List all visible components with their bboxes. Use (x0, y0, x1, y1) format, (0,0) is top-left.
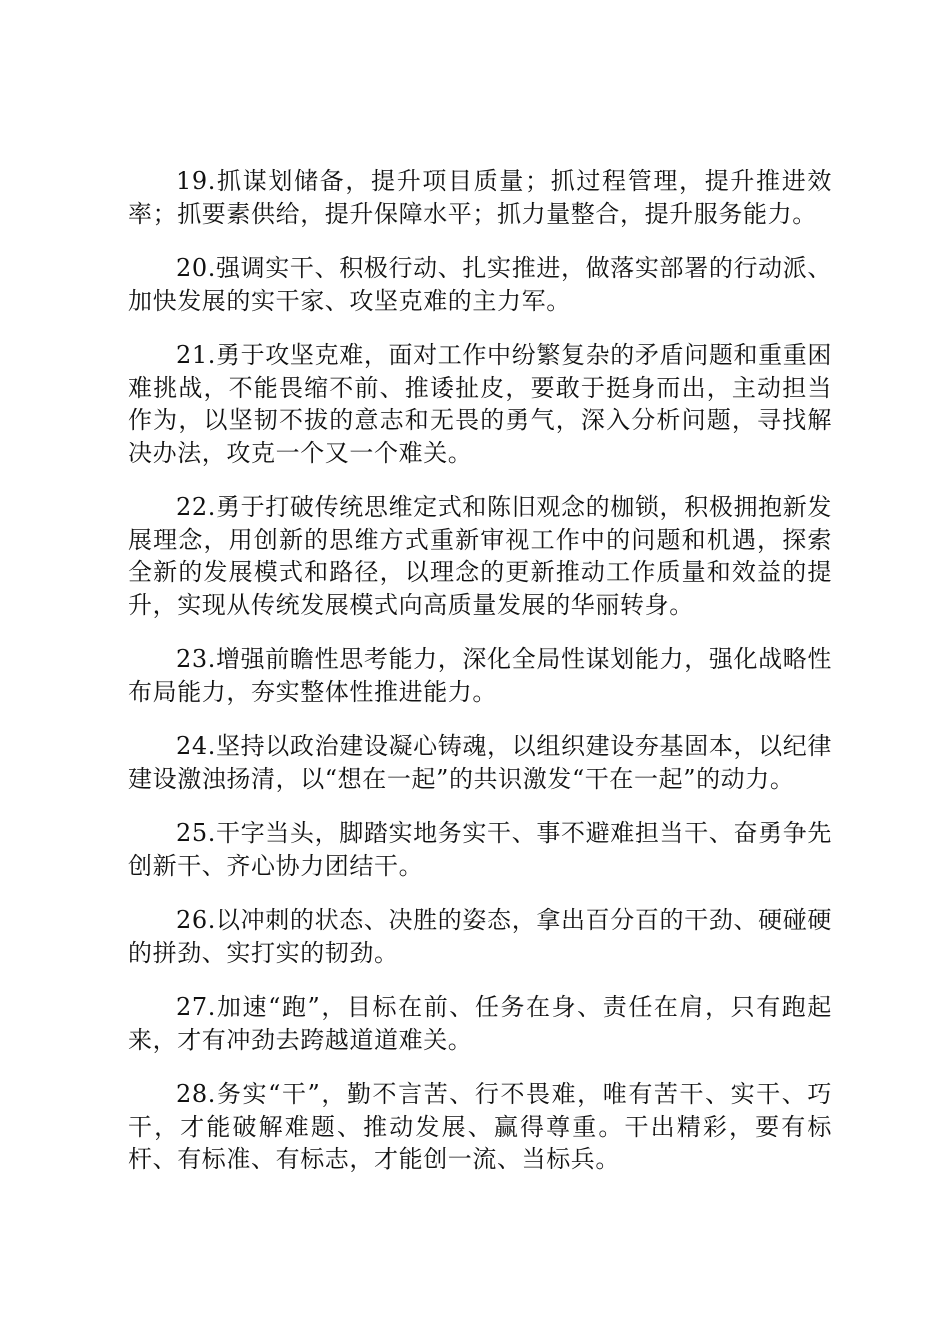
paragraph-26: 26.以冲刺的状态、决胜的姿态，拿出百分百的干劲、硬碰硬的拼劲、实打实的韧劲。 (128, 906, 832, 967)
paragraph-24: 24.坚持以政治建设凝心铸魂，以组织建设夯基固本，以纪律建设激浊扬清，以“想在一起”的共识激发“干在一起”的动力。 (128, 732, 832, 793)
paragraph-25: 25.干字当头，脚踏实地务实干、事不避难担当干、奋勇争先创新干、齐心协力团结干。 (128, 819, 832, 880)
paragraph-21: 21.勇于攻坚克难，面对工作中纷繁复杂的矛盾问题和重重困难挑战，不能畏缩不前、推诿扯皮，要敢于挺身而出，主动担当作为，以坚韧不拔的意志和无畏的勇气，深入分析问题，寻找解决办法，攻克一个又一个难关。 (128, 341, 832, 467)
paragraph-19: 19.抓谋划储备，提升项目质量；抓过程管理，提升推进效率；抓要素供给，提升保障水平；抓力量整合，提升服务能力。 (128, 167, 832, 228)
paragraph-23: 23.增强前瞻性思考能力，深化全局性谋划能力，强化战略性布局能力，夯实整体性推进能力。 (128, 645, 832, 706)
paragraph-28: 28.务实“干”，勤不言苦、行不畏难，唯有苦干、实干、巧干，才能破解难题、推动发展、赢得尊重。干出精彩，要有标杆、有标准、有标志，才能创一流、当标兵。 (128, 1080, 832, 1173)
paragraph-22: 22.勇于打破传统思维定式和陈旧观念的枷锁，积极拥抱新发展理念，用创新的思维方式重新审视工作中的问题和机遇，探索全新的发展模式和路径，以理念的更新推动工作质量和效益的提升，实现从传统发展模式向高质量发展的华丽转身。 (128, 493, 832, 619)
paragraph-20: 20.强调实干、积极行动、扎实推进，做落实部署的行动派、加快发展的实干家、攻坚克难的主力军。 (128, 254, 832, 315)
document-body (128, 165, 832, 1198)
paragraph-27: 27.加速“跑”，目标在前、任务在身、责任在肩，只有跑起来，才有冲劲去跨越道道难关。 (128, 993, 832, 1054)
